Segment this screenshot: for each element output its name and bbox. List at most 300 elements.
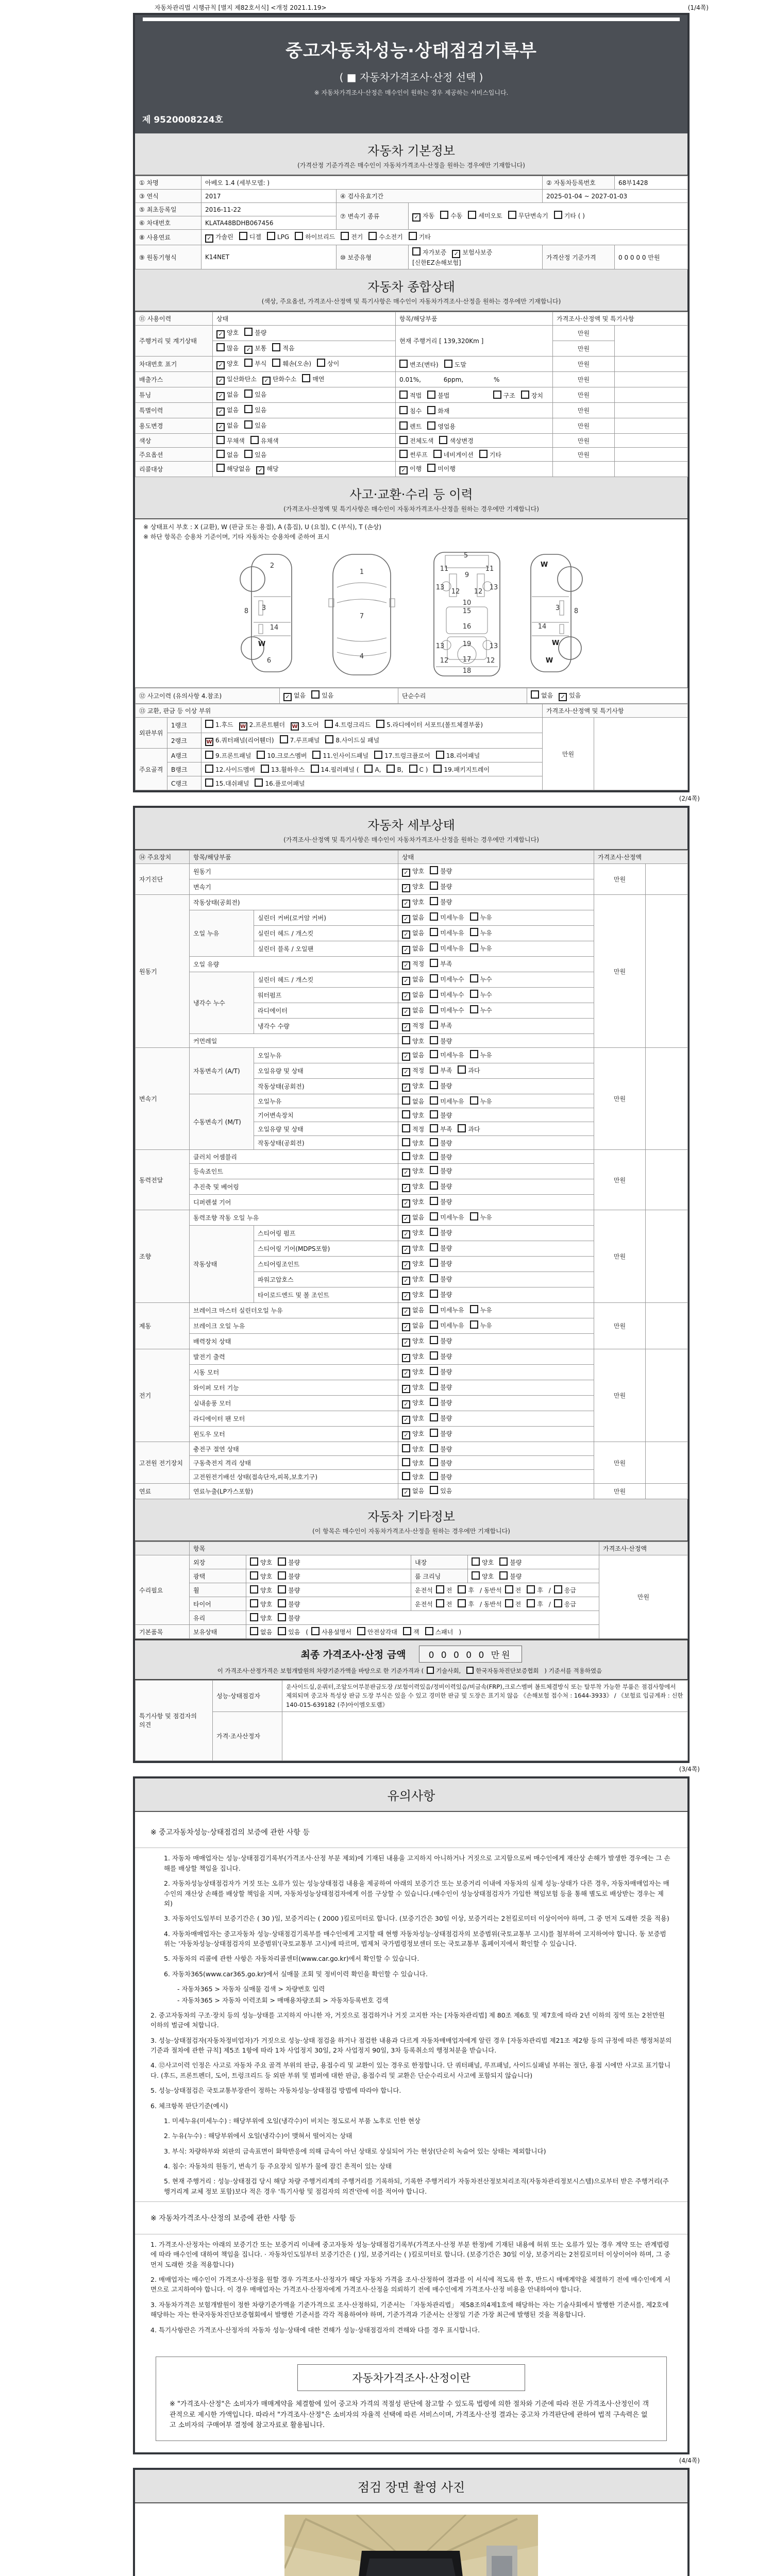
checkbox-option[interactable]	[430, 1351, 452, 1361]
checkbox-option[interactable]	[402, 1486, 424, 1497]
checkbox-option[interactable]	[312, 751, 368, 760]
option-label: 상이	[327, 360, 340, 367]
checkbox-option[interactable]	[283, 691, 306, 701]
electric-row-options	[398, 1349, 594, 1365]
unchecked-checkbox-icon	[470, 1096, 478, 1105]
checkbox-option[interactable]	[272, 343, 294, 352]
checkbox-option[interactable]	[205, 765, 255, 774]
checkbox-option[interactable]	[430, 912, 464, 922]
checkbox-option[interactable]	[402, 928, 424, 939]
checkbox-option[interactable]	[427, 1667, 461, 1675]
checkbox-option[interactable]	[430, 1486, 452, 1495]
checkbox-option[interactable]	[402, 1306, 424, 1316]
steering-row-options	[398, 1272, 594, 1287]
checkbox-option[interactable]	[399, 391, 422, 400]
checkbox-option[interactable]	[399, 450, 428, 459]
checkbox-option[interactable]	[433, 450, 474, 459]
checkbox-option[interactable]	[317, 359, 339, 368]
coolant-row-label: 실린더 헤드 / 개스킷	[254, 972, 398, 988]
checkbox-option[interactable]	[239, 720, 285, 731]
checkbox-option[interactable]	[559, 691, 581, 701]
checkbox-option[interactable]	[430, 897, 452, 906]
checkbox-option[interactable]	[402, 944, 424, 954]
unchecked-checkbox-icon	[427, 1667, 434, 1674]
checkbox-option[interactable]	[430, 1305, 464, 1314]
checkbox-option[interactable]	[261, 765, 305, 774]
checked-checkbox-icon	[205, 738, 213, 746]
checkbox-option[interactable]	[402, 959, 424, 970]
checkbox-option[interactable]	[430, 1152, 452, 1161]
checkbox-option[interactable]	[374, 751, 430, 760]
checkbox-option[interactable]	[267, 232, 289, 241]
checkbox-option[interactable]	[402, 913, 424, 923]
checkbox-option[interactable]	[436, 751, 480, 760]
checkbox-option[interactable]	[402, 1228, 424, 1239]
checkbox-option[interactable]	[244, 450, 266, 459]
checkbox-option[interactable]	[244, 389, 266, 399]
checkbox-option[interactable]	[250, 436, 279, 445]
checkbox-option[interactable]	[402, 975, 424, 985]
checkbox-option[interactable]	[402, 1050, 424, 1061]
checkbox-option[interactable]	[205, 751, 251, 760]
checkbox-option[interactable]	[402, 1138, 424, 1147]
checkbox-option[interactable]	[402, 1081, 424, 1092]
option-label: A,	[375, 766, 381, 773]
checkbox-option[interactable]	[402, 897, 424, 908]
unchecked-checkbox-icon	[430, 1413, 438, 1421]
checkbox-option[interactable]	[278, 1557, 300, 1567]
checkbox-option[interactable]	[527, 1585, 543, 1595]
checkbox-option[interactable]	[239, 232, 261, 241]
diagram-weld-mark: W	[258, 640, 266, 648]
unchecked-checkbox-icon	[278, 1571, 286, 1580]
checkbox-option[interactable]	[244, 328, 266, 337]
checkbox-option[interactable]	[376, 720, 483, 729]
option-label: 양호	[412, 1399, 425, 1406]
unchecked-checkbox-icon	[470, 1320, 478, 1329]
checkbox-option[interactable]	[440, 211, 462, 220]
usage-change-label: 용도변경	[136, 418, 213, 434]
checkbox-option[interactable]	[402, 1398, 424, 1409]
document-subtitle: ( ■ 자동차가격조사·산정 선택 )	[339, 71, 483, 83]
checkbox-option[interactable]	[470, 912, 492, 922]
common-rail-label: 커먼레일	[190, 1034, 398, 1048]
checkbox-option[interactable]	[205, 778, 249, 788]
checkbox-option[interactable]	[430, 866, 452, 875]
checkbox-option[interactable]	[458, 1124, 480, 1133]
checkbox-option[interactable]	[479, 450, 501, 459]
accident-title: 사고·교환·수리 등 이력	[349, 487, 473, 502]
checkbox-option[interactable]	[295, 232, 335, 241]
checkbox-option[interactable]	[458, 1585, 474, 1595]
option-label: 변조(변타)	[410, 361, 439, 368]
checkbox-option[interactable]	[430, 1096, 464, 1106]
etc-price-value: 만원	[599, 1555, 688, 1639]
unchecked-checkbox-icon	[430, 1110, 438, 1118]
option-label: 도말	[454, 361, 466, 368]
option-label: 미세누유	[440, 945, 464, 952]
checkbox-option[interactable]	[402, 1066, 424, 1076]
checkbox-option[interactable]	[430, 1081, 452, 1090]
unchecked-checkbox-icon	[272, 359, 280, 367]
checkbox-option[interactable]	[402, 1290, 424, 1300]
checkbox-option[interactable]	[470, 1320, 492, 1330]
checkbox-option[interactable]	[278, 1599, 300, 1608]
steering-op-label: 작동상태	[190, 1226, 254, 1303]
checkbox-option[interactable]	[458, 1065, 480, 1075]
rank1-options	[201, 718, 543, 733]
option-label: 부식	[255, 360, 267, 367]
checkbox-option[interactable]	[430, 1212, 464, 1222]
checkbox-option[interactable]	[402, 1336, 424, 1347]
checkbox-option[interactable]	[472, 1557, 494, 1567]
option-label: 누수	[480, 1007, 492, 1014]
checkbox-option[interactable]	[409, 232, 431, 241]
checkbox-option[interactable]	[402, 1213, 424, 1223]
checkbox-option[interactable]	[470, 1305, 492, 1314]
checkbox-option[interactable]	[468, 211, 502, 220]
checkbox-option[interactable]	[402, 1021, 424, 1031]
checkbox-option[interactable]	[216, 343, 239, 352]
checkbox-option[interactable]	[278, 1585, 300, 1595]
checkbox-option[interactable]	[430, 1243, 452, 1252]
checked-checkbox-icon	[402, 1385, 410, 1393]
checkbox-option[interactable]	[505, 1599, 522, 1608]
checkbox-option[interactable]	[430, 974, 464, 984]
hv-row-options	[398, 1442, 594, 1456]
checkbox-option[interactable]	[433, 765, 490, 774]
checkbox-option[interactable]	[216, 359, 239, 369]
checkbox-option[interactable]	[402, 1197, 424, 1208]
diagram-weld-mark: W	[545, 657, 553, 665]
checkbox-option[interactable]	[499, 1557, 522, 1567]
notice-title: 유의사항	[387, 1788, 435, 1803]
checkbox-option[interactable]	[280, 735, 320, 744]
checkbox-option[interactable]	[427, 421, 456, 431]
checkbox-option[interactable]	[402, 1152, 424, 1161]
unchecked-checkbox-icon	[341, 232, 349, 240]
checkbox-option[interactable]	[399, 406, 422, 415]
checkbox-option[interactable]	[425, 1627, 453, 1636]
option-label: 없음	[412, 1052, 425, 1059]
panel-rank-table	[135, 704, 688, 790]
checkbox-option[interactable]	[386, 765, 403, 773]
checkbox-option[interactable]	[250, 1557, 272, 1567]
checkbox-option[interactable]	[311, 765, 359, 774]
steering-row-label: 스티어링 기어(MDPS포함)	[254, 1241, 398, 1257]
option-label: 양호	[412, 1460, 425, 1467]
checkbox-option[interactable]	[412, 247, 446, 257]
notice-item: 2. 자동차성능상태점검자가 거짓 또는 오류가 있는 성능상태점검 내용을 제공하여 아래의 보증기간 또는 보증거리 이내에 자동차의 실제 성능·상태가 다른 경우, 자동차매매업자는 매수인의 재산상 손해를 배상할 책임을 지며, 자동차성능상태점검자에게 이를 구상할 수 있습니다.(매수인이 성능상태점검자가 가입한 책임보험 등을 통해 별도로 배상받는 경우는 제외)	[164, 1879, 669, 1907]
option-label: 부족	[440, 1126, 452, 1133]
checkbox-option[interactable]	[244, 359, 266, 368]
checkbox-option[interactable]	[402, 1259, 424, 1269]
checkbox-option[interactable]	[250, 1613, 272, 1622]
checkbox-option[interactable]	[430, 1138, 452, 1147]
checkbox-option[interactable]	[430, 1274, 452, 1283]
checkbox-option[interactable]	[430, 1228, 452, 1237]
checkbox-option[interactable]	[311, 690, 333, 700]
option-label: 적정	[412, 1022, 425, 1029]
checkbox-option[interactable]	[508, 211, 548, 220]
checkbox-option[interactable]	[427, 464, 456, 473]
checkbox-option[interactable]	[430, 959, 452, 968]
checkbox-option[interactable]	[403, 1627, 419, 1636]
checkbox-option[interactable]	[402, 1124, 424, 1133]
unchecked-checkbox-icon	[399, 450, 408, 458]
checkbox-option[interactable]	[430, 1021, 452, 1030]
vin-mark-options-2	[396, 357, 553, 372]
option-label: 보험사보증	[462, 249, 493, 256]
checkbox-option[interactable]	[402, 882, 424, 892]
checkbox-option[interactable]	[527, 1599, 543, 1608]
checkbox-option[interactable]	[402, 990, 424, 1001]
checkbox-option[interactable]	[402, 1444, 424, 1453]
unchecked-checkbox-icon	[470, 1050, 478, 1058]
photos-title: 점검 장면 촬영 사진	[357, 2480, 465, 2495]
checkbox-option[interactable]	[470, 928, 492, 937]
checkbox-option[interactable]	[402, 1429, 424, 1439]
checkbox-option[interactable]	[402, 1036, 424, 1045]
checkbox-option[interactable]	[216, 464, 250, 473]
checkbox-option[interactable]	[402, 1458, 424, 1467]
checkbox-option[interactable]	[439, 436, 473, 445]
option-label: 이행	[410, 465, 422, 472]
checkbox-option[interactable]	[311, 1627, 351, 1636]
checkbox-option[interactable]	[216, 421, 239, 431]
unchecked-checkbox-icon	[430, 1065, 438, 1074]
checkbox-option[interactable]	[430, 1124, 452, 1133]
checkbox-option[interactable]	[216, 390, 239, 400]
checked-checkbox-icon	[216, 361, 225, 369]
option-label: 누유	[480, 1098, 492, 1105]
checkbox-option[interactable]	[205, 720, 233, 729]
checkbox-option[interactable]	[250, 1599, 272, 1608]
page-1	[133, 13, 690, 792]
checkbox-option[interactable]	[444, 360, 466, 369]
checkbox-option[interactable]	[399, 464, 422, 474]
checkbox-option[interactable]	[255, 778, 305, 788]
unchecked-checkbox-icon	[430, 1382, 438, 1391]
checkbox-option[interactable]	[368, 232, 402, 241]
option-label: 불량	[440, 1154, 452, 1161]
steering-row-label: 스티어링 펌프	[254, 1226, 398, 1241]
form-reference: 자동차관리법 시행규칙 [별지 제82호서식] <개정 2021.1.19>	[155, 4, 327, 11]
checkbox-option[interactable]	[430, 882, 452, 891]
checkbox-option[interactable]	[409, 765, 428, 773]
checkbox-option[interactable]	[341, 232, 363, 241]
checkbox-option[interactable]	[278, 1627, 300, 1636]
checkbox-option[interactable]	[436, 1585, 452, 1595]
checkbox-option[interactable]	[430, 1336, 452, 1345]
unchecked-checkbox-icon	[430, 1243, 438, 1251]
checkbox-option[interactable]	[402, 1321, 424, 1331]
option-label: 없음	[412, 929, 425, 937]
checkbox-option[interactable]	[244, 405, 266, 414]
checkbox-option[interactable]	[278, 1613, 300, 1622]
checkbox-option[interactable]	[402, 1275, 424, 1285]
checkbox-option[interactable]	[472, 1571, 494, 1581]
oil-leak-row-options	[398, 941, 594, 957]
option-label: 불량	[288, 1615, 300, 1622]
option-label: 양호	[412, 1260, 425, 1267]
checkbox-option[interactable]	[430, 1166, 452, 1175]
checkbox-option[interactable]	[402, 1352, 424, 1362]
diagram-panel-number: 4	[359, 653, 364, 660]
checkbox-option[interactable]	[402, 1006, 424, 1016]
checkbox-option[interactable]	[216, 436, 245, 445]
checkbox-option[interactable]	[493, 391, 515, 400]
checked-checkbox-icon	[402, 915, 410, 923]
checkbox-option[interactable]	[325, 735, 379, 744]
panel-section-label: ⑬ 교환, 판금 등 이상 부위	[136, 704, 543, 718]
unchecked-checkbox-icon	[325, 735, 333, 743]
checkbox-option[interactable]	[430, 1050, 464, 1059]
checkbox-option[interactable]	[470, 1096, 492, 1106]
checkbox-option[interactable]	[499, 1571, 522, 1581]
car-diagram	[135, 545, 687, 688]
checkbox-option[interactable]	[430, 1367, 452, 1376]
checkbox-option[interactable]	[430, 1065, 452, 1075]
checkbox-option[interactable]	[430, 1005, 464, 1014]
checkbox-option[interactable]	[531, 690, 553, 700]
option-label: 부족	[440, 1022, 452, 1029]
checked-checkbox-icon	[402, 1369, 410, 1378]
checkbox-option[interactable]	[402, 1244, 424, 1254]
checkbox-option[interactable]	[470, 943, 492, 953]
checkbox-option[interactable]	[250, 1627, 272, 1636]
checkbox-option[interactable]	[430, 1197, 452, 1206]
oil-leak-row-options	[398, 926, 594, 941]
checkbox-option[interactable]	[402, 1383, 424, 1393]
checkbox-option[interactable]	[470, 1212, 492, 1222]
checkbox-option[interactable]	[466, 1667, 539, 1675]
checkbox-option[interactable]	[402, 1096, 424, 1106]
checkbox-option[interactable]	[364, 765, 381, 773]
checkbox-option[interactable]	[399, 436, 433, 445]
unchecked-checkbox-icon	[430, 1005, 438, 1013]
checkbox-option[interactable]	[470, 1050, 492, 1059]
option-label: 불법	[438, 392, 450, 399]
checkbox-option[interactable]	[430, 1472, 452, 1481]
checkbox-option[interactable]	[244, 420, 266, 430]
diagram-panel-number: 16	[462, 623, 472, 631]
checkbox-option[interactable]	[470, 1005, 492, 1014]
checkbox-option[interactable]	[402, 1414, 424, 1424]
checkbox-option[interactable]	[357, 1627, 397, 1636]
option-label: 12.사이드멤버	[215, 766, 256, 773]
option-label: 썬루프	[410, 451, 428, 459]
checkbox-option[interactable]	[402, 1472, 424, 1481]
checkbox-option[interactable]	[554, 1599, 576, 1608]
checkbox-option[interactable]	[291, 720, 319, 731]
option-label: 양호	[412, 1384, 425, 1391]
checkbox-option[interactable]	[250, 1571, 272, 1581]
checkbox-option[interactable]	[262, 375, 296, 385]
checkbox-option[interactable]	[430, 1458, 452, 1467]
checkbox-option[interactable]	[430, 1413, 452, 1422]
checkbox-option[interactable]	[430, 943, 464, 953]
unchecked-checkbox-icon	[267, 232, 275, 240]
checkbox-option[interactable]	[430, 1181, 452, 1191]
checkbox-option[interactable]	[430, 928, 464, 937]
checked-checkbox-icon	[216, 408, 225, 416]
checkbox-option[interactable]	[256, 464, 278, 474]
checkbox-option[interactable]	[272, 359, 311, 368]
checkbox-option[interactable]	[412, 211, 434, 222]
checkbox-option[interactable]	[505, 1585, 522, 1595]
checkbox-option[interactable]	[430, 1320, 464, 1330]
checkbox-option[interactable]	[402, 1166, 424, 1177]
checkbox-option[interactable]	[402, 867, 424, 877]
option-label: 불량	[440, 1229, 452, 1236]
checkbox-option[interactable]	[216, 405, 239, 416]
electric-row-options	[398, 1396, 594, 1411]
checkbox-option[interactable]	[302, 374, 324, 383]
checkbox-option[interactable]	[250, 1585, 272, 1595]
checkbox-option[interactable]	[430, 1259, 452, 1268]
checkbox-option[interactable]	[399, 360, 439, 369]
checkbox-option[interactable]	[521, 391, 543, 400]
unchecked-checkbox-icon	[402, 1472, 410, 1480]
checkbox-option[interactable]	[325, 720, 371, 729]
checkbox-option[interactable]	[436, 1599, 452, 1608]
checkbox-option[interactable]	[402, 1182, 424, 1192]
checkbox-option[interactable]	[430, 1398, 452, 1407]
checkbox-option[interactable]	[278, 1571, 300, 1581]
unchecked-checkbox-icon	[470, 943, 478, 952]
checkbox-option[interactable]	[430, 1429, 452, 1438]
notice-header	[135, 1778, 687, 1812]
checkbox-option[interactable]	[554, 211, 585, 220]
unchecked-checkbox-icon	[527, 1599, 535, 1607]
checkbox-option[interactable]	[257, 751, 307, 760]
option-label: 있음	[322, 692, 334, 699]
checkbox-option[interactable]	[430, 990, 464, 999]
checkbox-option[interactable]	[470, 974, 492, 984]
checkbox-option[interactable]	[452, 248, 492, 258]
checkbox-option[interactable]	[430, 1036, 452, 1045]
checkbox-option[interactable]	[402, 1110, 424, 1120]
form-reference-line	[155, 3, 709, 12]
photos-header	[135, 2470, 687, 2503]
checkbox-option[interactable]	[554, 1585, 576, 1595]
checkbox-option[interactable]	[216, 328, 239, 338]
checkbox-option[interactable]	[216, 375, 257, 385]
overall-col-use: ⑪ 사용이력	[136, 312, 213, 326]
checkbox-option[interactable]	[430, 1290, 452, 1299]
hv-row-label: 고전원전기배선 상태(접속단자,피복,보호기구)	[190, 1470, 398, 1484]
checkbox-option[interactable]	[216, 450, 239, 459]
option-label: 양호	[412, 868, 425, 875]
checkbox-option[interactable]	[205, 736, 274, 746]
checkbox-option[interactable]	[458, 1599, 474, 1608]
checkbox-option[interactable]	[402, 1367, 424, 1378]
unchecked-checkbox-icon	[430, 1050, 438, 1058]
checkbox-option[interactable]	[427, 391, 449, 400]
checkbox-option[interactable]	[399, 421, 422, 431]
checkbox-option[interactable]	[430, 1382, 452, 1392]
page-2	[133, 806, 690, 1763]
device-powertrain: 동력전달	[136, 1150, 190, 1210]
checkbox-option[interactable]	[470, 990, 492, 999]
checkbox-option[interactable]	[427, 406, 449, 415]
checkbox-option[interactable]	[244, 344, 266, 354]
checkbox-option[interactable]	[430, 1110, 452, 1120]
unchecked-checkbox-icon	[427, 464, 435, 472]
checkbox-option[interactable]	[205, 232, 233, 243]
checkbox-option[interactable]	[430, 1444, 452, 1453]
